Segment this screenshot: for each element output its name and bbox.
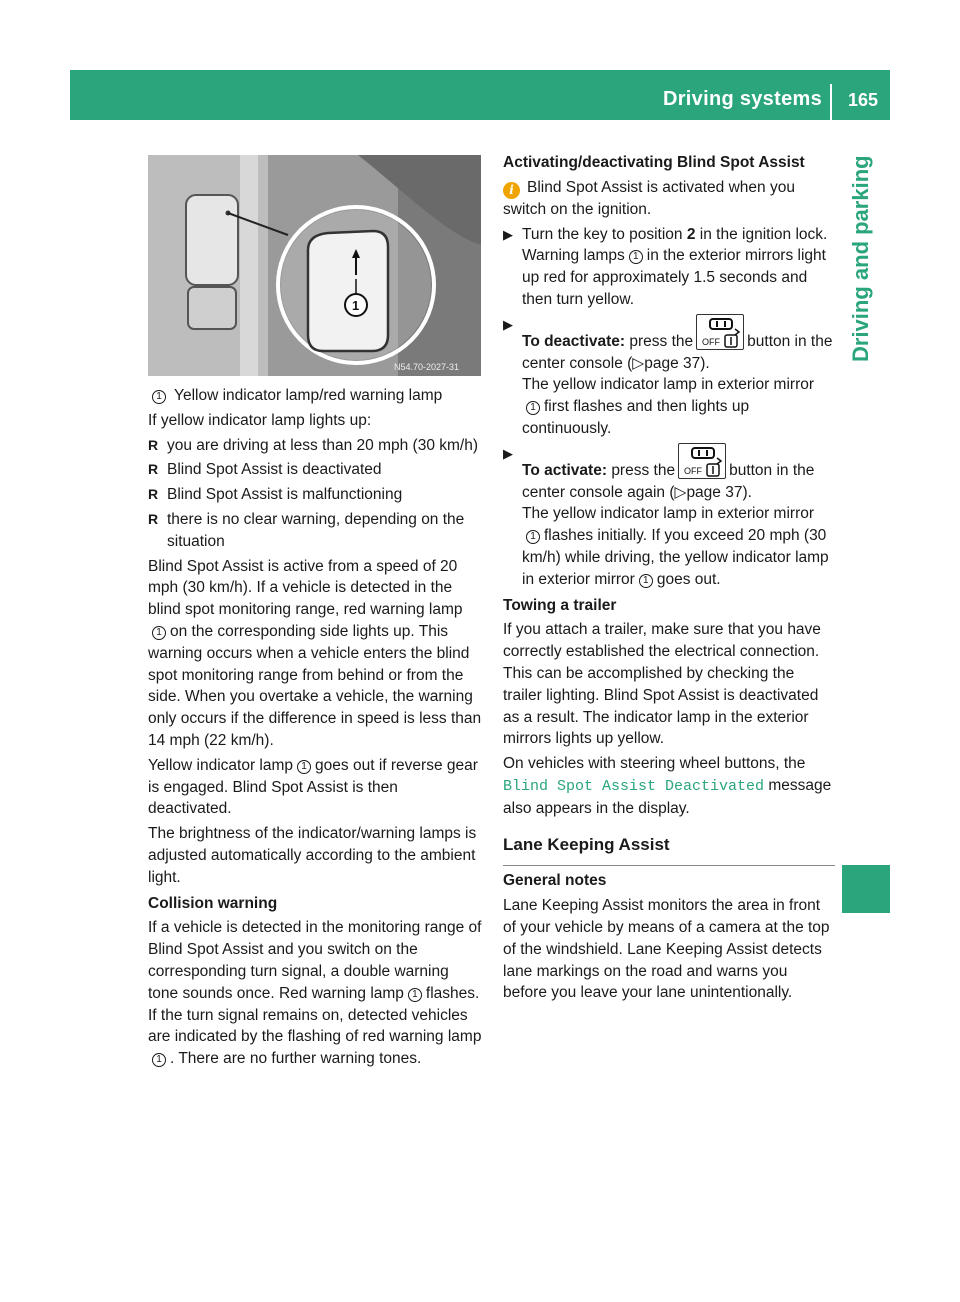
- figure-code: N54.70-2027-31: [394, 362, 460, 372]
- chapter-heading: Lane Keeping Assist: [503, 834, 835, 867]
- paragraph: On vehicles with steering wheel buttons, the Blind Spot Assist Deactivated message also appears in the display.: [503, 755, 832, 817]
- page-number: 165: [847, 90, 878, 110]
- bullet-icon: R: [148, 461, 159, 478]
- side-tab: [842, 150, 890, 365]
- svg-text:OFF: OFF: [684, 465, 703, 476]
- paragraph: The brightness of the indicator/warning lamps is adjusted automatically according to the ambient light.: [148, 825, 477, 886]
- instruction-step: ▶ Turn the key to position 2 in the ignition lock. Warning lamps 1 in the exterior mirrors light up red for approximately 1.5 seconds and then turn yellow.: [503, 225, 828, 308]
- number-one-icon: 1: [629, 250, 643, 264]
- header-title: Driving systems: [662, 88, 822, 110]
- mirror-figure: [148, 155, 481, 376]
- section-heading: Towing a trailer: [503, 596, 617, 614]
- instruction-step: ▶ To deactivate: press the OFF button in the center console (▷page 37). The yellow indicator lamp in exterior mirror1 first flashes and then lights up continuously.: [503, 314, 835, 440]
- paragraph: Lane Keeping Assist monitors the area in front of your vehicle by means of a camera at the top of the windshield. Lane Keeping Assist detects lane markings on the road and warns you before you leave your lane unintentionally.: [503, 897, 830, 1002]
- number-one-icon: 1: [639, 574, 653, 588]
- step-arrow-icon: ▶: [503, 445, 513, 461]
- blind-spot-off-button-icon: [696, 314, 744, 350]
- svg-text:OFF: OFF: [702, 336, 721, 347]
- header-divider: [830, 84, 832, 120]
- paragraph: If you attach a trailer, make sure that you have correctly established the electrical connection. This can be accomplished by checking the trailer lighting. Blind Spot Assist is deactivated as a result. The indicator lamp in the exterior mirrors lights up yellow.: [503, 621, 821, 748]
- number-one-icon: 1: [526, 401, 540, 415]
- page-reference-link[interactable]: page 37: [686, 483, 743, 501]
- page-ref-arrow-icon: ▷: [674, 483, 687, 501]
- info-icon: i: [503, 182, 520, 199]
- section-heading: General notes: [503, 872, 607, 890]
- page-ref-arrow-icon: ▷: [632, 354, 645, 372]
- page-reference-link[interactable]: page 37: [644, 354, 701, 372]
- figure-caption: 1 Yellow indicator lamp/red warning lamp: [148, 385, 482, 407]
- number-one-icon: 1: [408, 988, 422, 1002]
- left-column: [148, 385, 482, 1073]
- list-item: R you are driving at less than 20 mph (30 km/h): [148, 435, 482, 457]
- paragraph: If a vehicle is detected in the monitoring range of Blind Spot Assist and you switch on the corresponding turn signal, a double warning tone sounds once. Red warning lamp 1 flashes. If the turn signal remains on, detected vehicles are indicated by the flashing of red warning lamp1 . There are no further warning tones.: [148, 919, 482, 1068]
- list-item: R there is no clear warning, depending on the situation: [148, 510, 465, 550]
- bullet-icon: R: [148, 510, 159, 527]
- step-arrow-icon: ▶: [503, 226, 513, 242]
- paragraph: If yellow indicator lamp lights up:: [148, 411, 372, 429]
- instruction-step: ▶ To activate: press the OFF button in the center console again (▷page 37). The yellow indicator lamp in exterior mirror1 flashes initially. If you exceed 20 mph (30 km/h) while driving, the yellow indicator lamp in exterior mirror 1 goes out.: [503, 443, 835, 591]
- mirror-illustration: [148, 155, 481, 376]
- side-tab-label: Driving and parking: [848, 155, 873, 362]
- display-message: Blind Spot Assist Deactivated: [503, 777, 765, 795]
- list-item: R Blind Spot Assist is malfunctioning: [148, 484, 482, 506]
- right-column: [503, 152, 835, 1007]
- blind-spot-off-button-icon: [678, 443, 726, 479]
- section-heading: Activating/deactivating Blind Spot Assist: [503, 154, 805, 171]
- step-arrow-icon: ▶: [503, 316, 513, 332]
- list-item: R Blind Spot Assist is deactivated: [148, 459, 482, 481]
- number-one-icon: 1: [297, 760, 311, 774]
- number-one-icon: 1: [152, 626, 166, 640]
- callout-number: 1: [352, 298, 360, 313]
- number-one-icon: 1: [526, 530, 540, 544]
- header-bar: [70, 70, 890, 120]
- bullet-icon: R: [148, 486, 159, 503]
- info-note: i Blind Spot Assist is activated when you switch on the ignition.: [503, 178, 795, 218]
- section-heading: Collision warning: [148, 894, 278, 912]
- paragraph: Yellow indicator lamp 1 goes out if reverse gear is engaged. Blind Spot Assist is then deactivated.: [148, 756, 478, 818]
- paragraph: Blind Spot Assist is active from a speed of 20 mph (30 km/h). If a vehicle is detected in the blind spot monitoring range, red warning lamp1 on the corresponding side lights up. This warning occurs when a vehicle enters the blind spot monitoring range from behind or from the side. When you overtake a vehicle, the warning only occurs if the difference in speed is less than 14 mph (22 km/h).: [148, 557, 482, 749]
- number-one-icon: 1: [152, 390, 166, 404]
- number-one-icon: 1: [152, 1053, 166, 1067]
- bullet-icon: R: [148, 436, 159, 453]
- side-marker: [842, 865, 890, 913]
